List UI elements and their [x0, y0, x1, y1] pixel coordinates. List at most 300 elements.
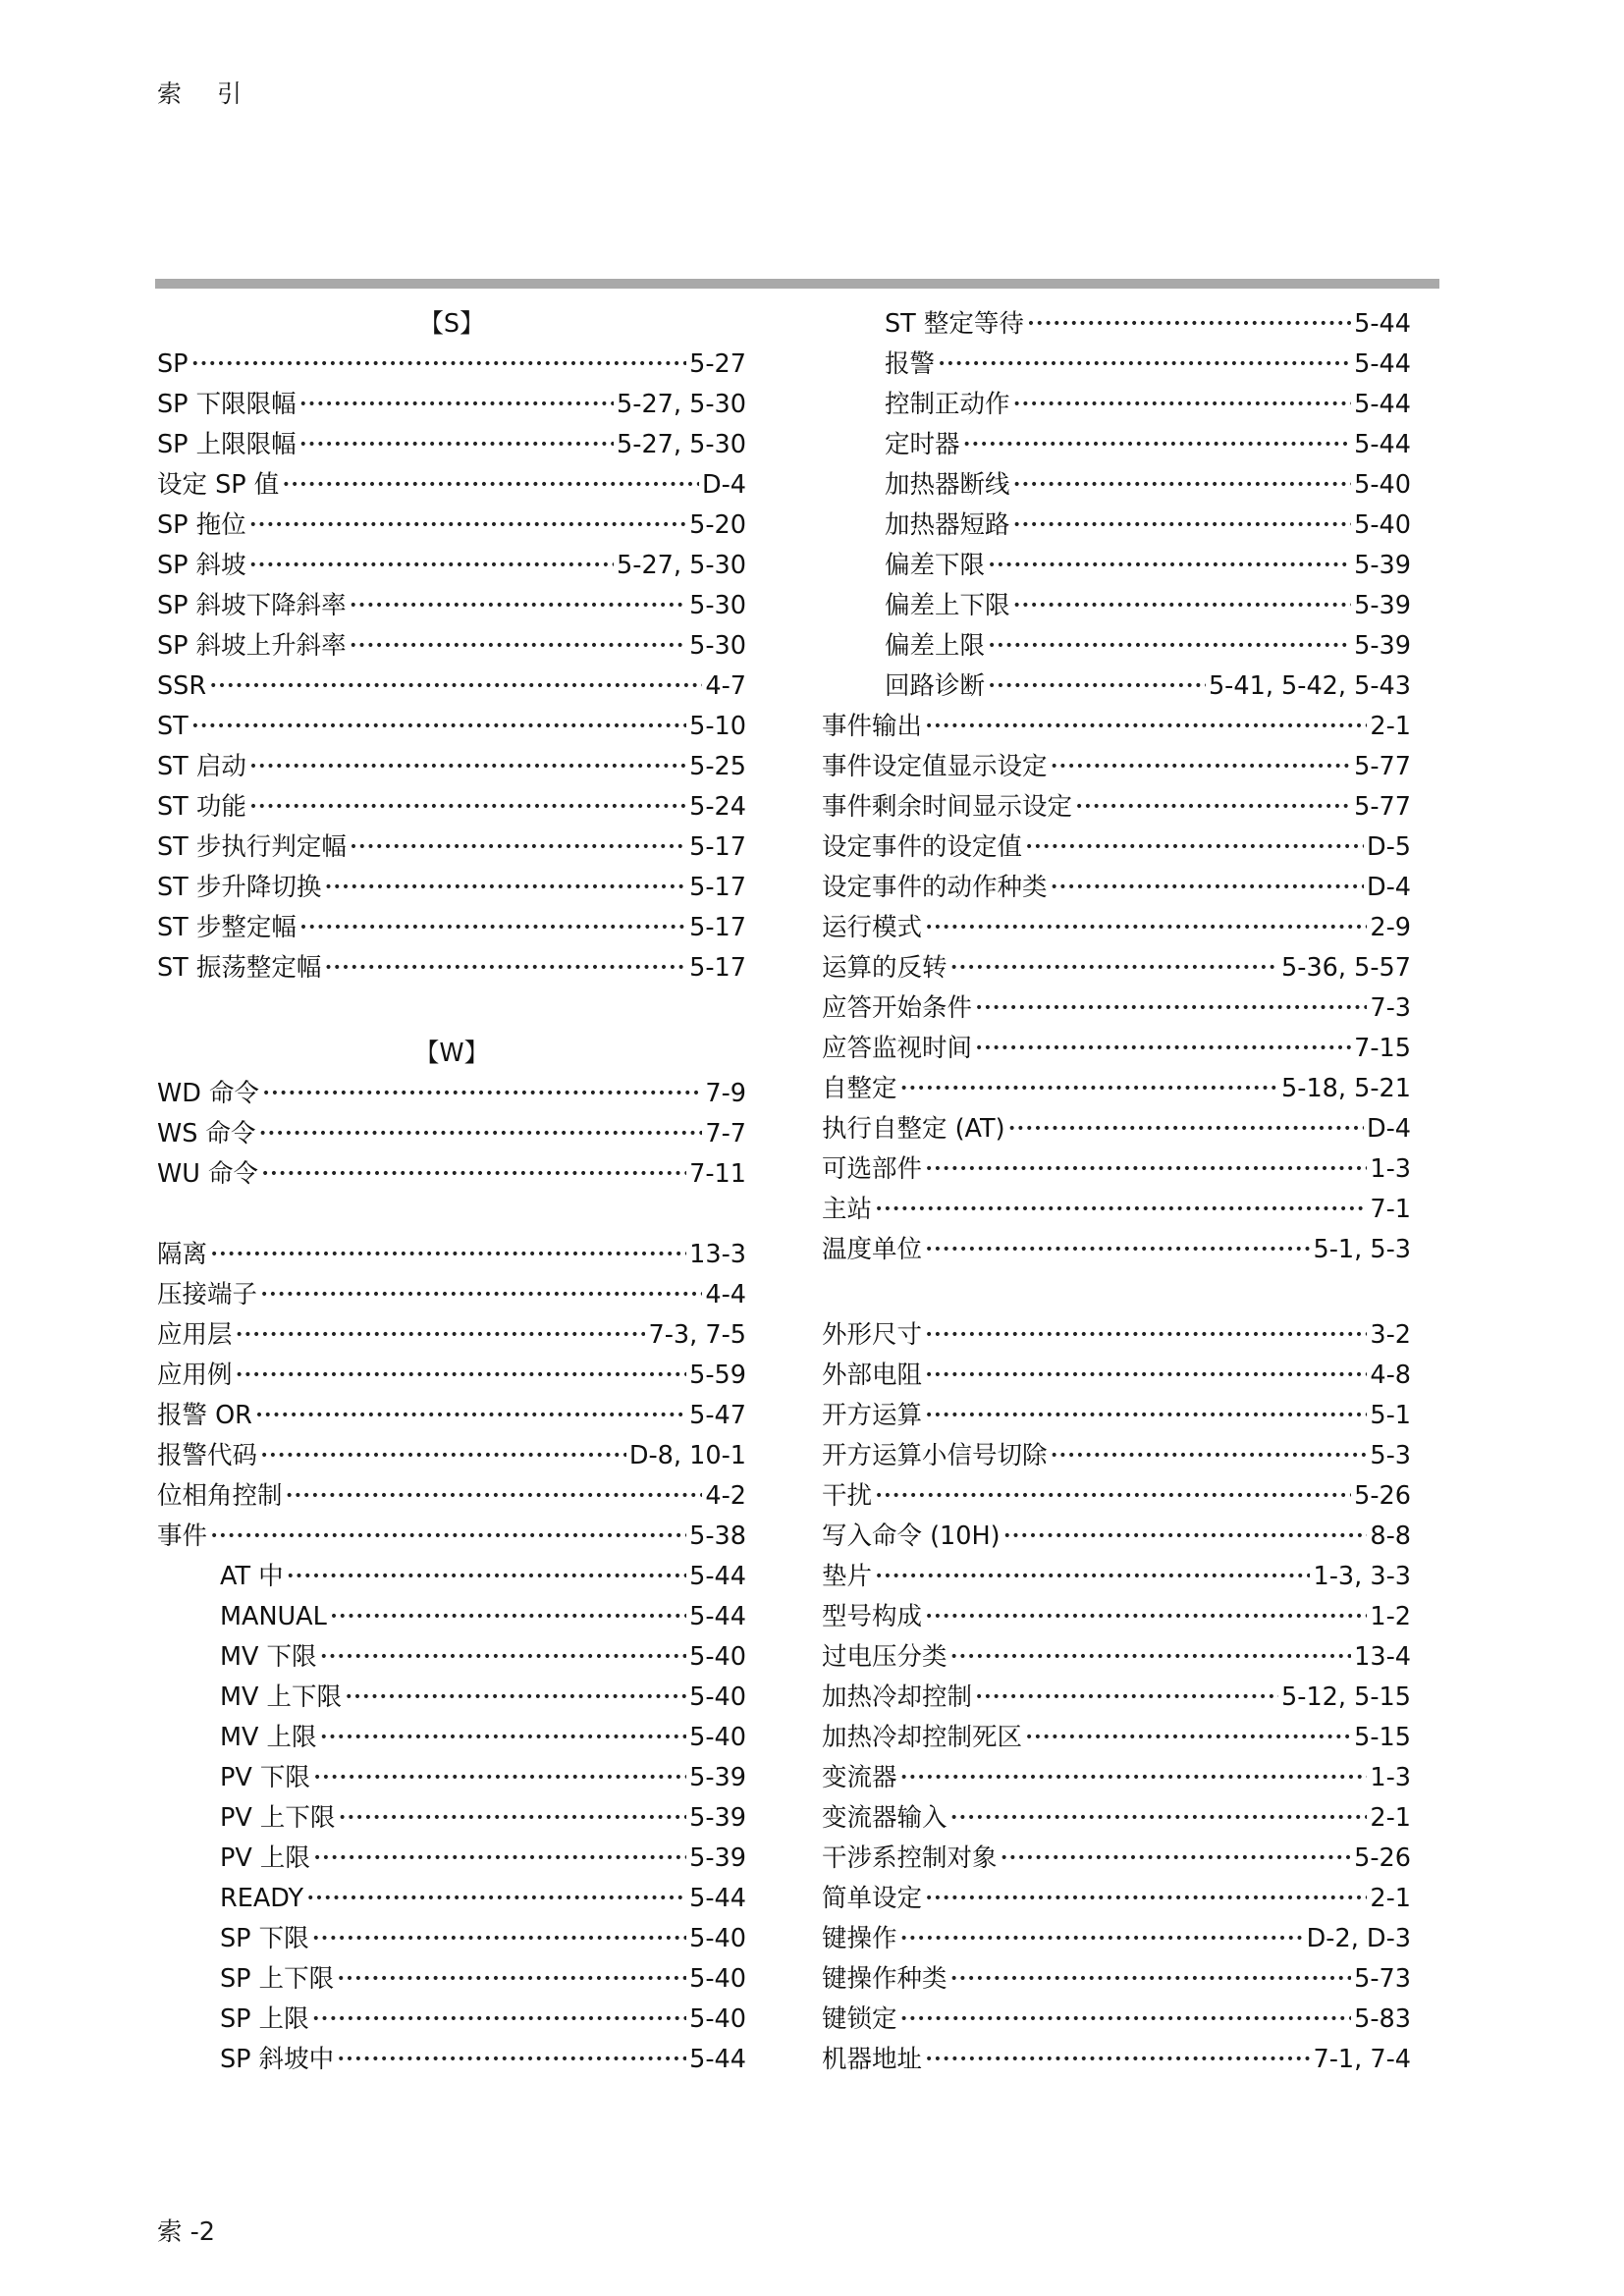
- index-page-ref: 4-2: [705, 1481, 746, 1511]
- index-entry: [157, 1154, 746, 1195]
- index-column-right: [822, 304, 1411, 2080]
- index-term: 温度单位: [822, 1235, 923, 1264]
- index-page-ref: 5-40: [689, 1682, 746, 1712]
- index-page-ref: 7-1: [1370, 1195, 1411, 1224]
- dot-leader: [299, 908, 686, 948]
- index-subentry: [157, 1718, 746, 1758]
- dot-leader: [950, 1959, 1352, 2000]
- index-term: SP 拖位: [157, 510, 246, 540]
- dot-leader: [299, 425, 614, 465]
- dot-leader: [900, 2000, 1352, 2040]
- dot-leader: [900, 1919, 1304, 1959]
- index-term: SP 斜坡中: [220, 2045, 335, 2074]
- dot-leader: [320, 1718, 687, 1758]
- dot-leader: [338, 1798, 686, 1839]
- dot-leader: [900, 1758, 1368, 1798]
- index-term: 加热器断线: [885, 470, 1010, 500]
- index-page-ref: 1-3: [1370, 1763, 1411, 1792]
- index-entry: [822, 2000, 1411, 2040]
- index-term: 偏差上下限: [885, 591, 1010, 620]
- index-term: 应用例: [157, 1361, 233, 1390]
- index-entry: [822, 1315, 1411, 1356]
- index-entry: [822, 908, 1411, 948]
- dot-leader: [1013, 506, 1352, 546]
- dot-leader: [324, 948, 686, 988]
- header-divider: [155, 279, 1439, 289]
- page-header-title: 索 引: [157, 80, 255, 108]
- dot-leader: [925, 2040, 1310, 2080]
- index-page-ref: 2-9: [1370, 913, 1411, 942]
- index-subentry: [822, 345, 1411, 385]
- dot-leader: [875, 1190, 1367, 1230]
- dot-leader: [963, 425, 1352, 465]
- index-page-ref: 5-18, 5-21: [1281, 1074, 1411, 1103]
- dot-leader: [1075, 787, 1351, 828]
- index-term: PV 上下限: [220, 1803, 336, 1833]
- index-term: 控制正动作: [885, 390, 1010, 419]
- dot-leader: [925, 1396, 1367, 1436]
- dot-leader: [988, 546, 1351, 586]
- index-term: 应答监视时间: [822, 1034, 973, 1063]
- dot-leader: [320, 1637, 687, 1678]
- index-entry: [157, 1436, 746, 1476]
- index-column-left: [157, 304, 746, 2080]
- dot-leader: [875, 1557, 1310, 1597]
- index-page-ref: 5-39: [1354, 631, 1411, 661]
- dot-leader: [1001, 1839, 1352, 1879]
- dot-leader: [900, 1069, 1279, 1109]
- index-term: SP 斜坡下降斜率: [157, 591, 347, 620]
- dot-leader: [988, 626, 1351, 667]
- spacer: [157, 1195, 746, 1235]
- index-term: MV 下限: [220, 1642, 317, 1672]
- dot-leader: [260, 1436, 626, 1476]
- index-subentry: [822, 626, 1411, 667]
- index-entry: [157, 506, 746, 546]
- index-term: SP 斜坡上升斜率: [157, 631, 347, 661]
- index-page-ref: 5-17: [689, 873, 746, 902]
- index-entry: [822, 1230, 1411, 1270]
- index-term: 报警 OR: [157, 1401, 252, 1430]
- index-term: WU 命令: [157, 1159, 258, 1189]
- index-page-ref: 2-1: [1370, 1884, 1411, 1913]
- index-term: 应答开始条件: [822, 993, 973, 1023]
- index-subentry: [157, 2040, 746, 2080]
- index-entry: [822, 1557, 1411, 1597]
- index-term: 压接端子: [157, 1280, 258, 1309]
- index-entry: [822, 1879, 1411, 1919]
- index-subentry: [157, 1758, 746, 1798]
- index-entry: [822, 2040, 1411, 2080]
- index-entry: [157, 1235, 746, 1275]
- index-term: 干扰: [822, 1481, 873, 1511]
- index-page-ref: 1-2: [1370, 1602, 1411, 1631]
- index-page-ref: D-4: [1366, 873, 1411, 902]
- index-entry: [822, 1597, 1411, 1637]
- index-term: 型号构成: [822, 1602, 923, 1631]
- dot-leader: [306, 1879, 686, 1919]
- index-subentry: [157, 1879, 746, 1919]
- index-page-ref: 5-39: [1354, 591, 1411, 620]
- index-subentry: [822, 465, 1411, 506]
- dot-leader: [249, 546, 614, 586]
- index-term: ST 步整定幅: [157, 913, 297, 942]
- dot-leader: [287, 1557, 686, 1597]
- index-entry: [822, 1190, 1411, 1230]
- index-term: 自整定: [822, 1074, 897, 1103]
- index-subentry: [157, 1959, 746, 2000]
- dot-leader: [209, 667, 702, 707]
- index-term: SP 上限: [220, 2004, 309, 2034]
- dot-leader: [1003, 1517, 1368, 1557]
- index-term: 机器地址: [822, 2045, 923, 2074]
- index-page-ref: 5-20: [689, 510, 746, 540]
- index-term: 定时器: [885, 430, 960, 459]
- index-entry: [822, 948, 1411, 988]
- index-term: 报警: [885, 349, 936, 379]
- index-subentry: [822, 546, 1411, 586]
- index-entry: [157, 385, 746, 425]
- index-entry: [157, 828, 746, 868]
- index-term: ST 启动: [157, 752, 246, 781]
- index-term: 加热器短路: [885, 510, 1010, 540]
- dot-leader: [975, 1678, 1278, 1718]
- dot-leader: [1051, 1436, 1368, 1476]
- index-term: 写入命令 (10H): [822, 1522, 1001, 1551]
- dot-leader: [875, 1476, 1351, 1517]
- index-term: 变流器: [822, 1763, 897, 1792]
- index-term: 加热冷却控制: [822, 1682, 973, 1712]
- index-term: ST 步执行判定幅: [157, 832, 347, 862]
- index-term: 应用层: [157, 1320, 233, 1350]
- dot-leader: [975, 1029, 1351, 1069]
- index-term: PV 上限: [220, 1843, 310, 1873]
- index-entry: [822, 1919, 1411, 1959]
- index-term: 报警代码: [157, 1441, 258, 1470]
- index-term: AT 中: [220, 1562, 284, 1591]
- index-entry: [822, 1396, 1411, 1436]
- index-entry: [157, 1356, 746, 1396]
- index-term: 隔离: [157, 1240, 208, 1269]
- index-entry: [157, 747, 746, 787]
- index-entry: [822, 1959, 1411, 2000]
- index-entry: [157, 465, 746, 506]
- dot-leader: [925, 1597, 1367, 1637]
- index-entry: [157, 586, 746, 626]
- dot-leader: [313, 1758, 686, 1798]
- index-term: SP 斜坡: [157, 551, 246, 580]
- dot-leader: [261, 1154, 686, 1195]
- index-page-ref: 5-30: [689, 591, 746, 620]
- index-term: SSR: [157, 671, 207, 701]
- index-term: 垫片: [822, 1562, 873, 1591]
- index-term: PV 下限: [220, 1763, 310, 1792]
- dot-leader: [925, 1315, 1367, 1356]
- index-page-ref: 1-3: [1370, 1154, 1411, 1184]
- index-term: 设定 SP 值: [157, 470, 280, 500]
- index-term: 外部电阻: [822, 1361, 923, 1390]
- index-term: 简单设定: [822, 1884, 923, 1913]
- index-page-ref: 5-41, 5-42, 5-43: [1208, 671, 1411, 701]
- index-term: 事件设定值显示设定: [822, 752, 1048, 781]
- index-term: WD 命令: [157, 1079, 259, 1108]
- dot-leader: [313, 1839, 686, 1879]
- index-entry: [822, 868, 1411, 908]
- index-page-ref: 5-83: [1354, 2004, 1411, 2034]
- index-page-ref: 5-39: [689, 1803, 746, 1833]
- index-entry: [157, 908, 746, 948]
- index-entry: [822, 1069, 1411, 1109]
- dot-leader: [330, 1597, 686, 1637]
- index-page-ref: 7-9: [705, 1079, 746, 1108]
- index-page-ref: 5-25: [689, 752, 746, 781]
- index-page-ref: 5-40: [689, 1642, 746, 1672]
- dot-leader: [975, 988, 1367, 1029]
- index-entry: [822, 1637, 1411, 1678]
- index-term: SP 上下限: [220, 1964, 335, 1994]
- index-term: 运算的反转: [822, 953, 947, 983]
- index-entry: [157, 948, 746, 988]
- index-entry: [157, 546, 746, 586]
- dot-leader: [1013, 586, 1352, 626]
- dot-leader: [324, 868, 686, 908]
- index-page-ref: D-4: [701, 470, 746, 500]
- index-entry: [822, 707, 1411, 747]
- dot-leader: [925, 1356, 1367, 1396]
- dot-leader: [260, 1275, 702, 1315]
- index-page-ref: 5-27, 5-30: [617, 390, 746, 419]
- index-page-ref: 5-40: [689, 2004, 746, 2034]
- dot-leader: [1051, 747, 1352, 787]
- index-term: SP: [157, 349, 189, 379]
- index-page-ref: 5-1: [1370, 1401, 1411, 1430]
- index-entry: [157, 1074, 746, 1114]
- dot-leader: [950, 1798, 1368, 1839]
- index-entry: [157, 626, 746, 667]
- index-term: 设定事件的设定值: [822, 832, 1023, 862]
- dot-leader: [345, 1678, 686, 1718]
- index-entry: [822, 1109, 1411, 1149]
- index-term: 事件: [157, 1522, 208, 1551]
- dot-leader: [210, 1517, 686, 1557]
- dot-leader: [286, 1476, 703, 1517]
- index-page-ref: D-5: [1366, 832, 1411, 862]
- index-page-ref: 5-44: [689, 1884, 746, 1913]
- index-page-ref: 5-26: [1354, 1843, 1411, 1873]
- index-term: MV 上下限: [220, 1682, 343, 1712]
- index-entry: [822, 1029, 1411, 1069]
- index-page-ref: 7-7: [705, 1119, 746, 1148]
- index-term: ST: [157, 712, 189, 741]
- index-subentry: [822, 304, 1411, 345]
- index-entry: [157, 1476, 746, 1517]
- index-page-ref: 2-1: [1370, 1803, 1411, 1833]
- spacer: [157, 988, 746, 1034]
- index-page-ref: D-4: [1366, 1114, 1411, 1144]
- index-term: 干涉系控制对象: [822, 1843, 998, 1873]
- index-term: SP 上限限幅: [157, 430, 297, 459]
- index-page-ref: 4-7: [705, 671, 746, 701]
- dot-leader: [191, 707, 686, 747]
- index-page-ref: 5-15: [1354, 1723, 1411, 1752]
- index-page-ref: 5-44: [689, 1562, 746, 1591]
- index-entry: [822, 1839, 1411, 1879]
- index-page-ref: 5-36, 5-57: [1281, 953, 1411, 983]
- index-term: WS 命令: [157, 1119, 256, 1148]
- dot-leader: [938, 345, 1351, 385]
- index-subentry: [157, 1839, 746, 1879]
- dot-leader: [925, 908, 1367, 948]
- index-term: 键操作: [822, 1924, 897, 1953]
- index-page-ref: 3-2: [1370, 1320, 1411, 1350]
- index-entry: [822, 988, 1411, 1029]
- dot-leader: [249, 506, 686, 546]
- index-term: 开方运算: [822, 1401, 923, 1430]
- index-entry: [157, 667, 746, 707]
- index-term: 外形尺寸: [822, 1320, 923, 1350]
- index-page-ref: D-8, 10-1: [628, 1441, 746, 1470]
- index-term: SP 下限限幅: [157, 390, 297, 419]
- index-page-ref: 5-30: [689, 631, 746, 661]
- index-entry: [157, 1275, 746, 1315]
- index-term: 变流器输入: [822, 1803, 947, 1833]
- index-entry: [157, 707, 746, 747]
- index-term: MV 上限: [220, 1723, 317, 1752]
- index-term: 执行自整定 (AT): [822, 1114, 1005, 1144]
- index-entry: [822, 1436, 1411, 1476]
- index-term: 键锁定: [822, 2004, 897, 2034]
- index-entry: [822, 1718, 1411, 1758]
- dot-leader: [312, 2000, 686, 2040]
- index-entry: [822, 1678, 1411, 1718]
- index-page-ref: 5-27, 5-30: [617, 551, 746, 580]
- index-term: READY: [220, 1884, 304, 1913]
- index-entry: [822, 747, 1411, 787]
- dot-leader: [350, 828, 686, 868]
- index-page-ref: 13-3: [689, 1240, 746, 1269]
- dot-leader: [1013, 465, 1352, 506]
- index-entry: [157, 1396, 746, 1436]
- index-entry: [822, 1149, 1411, 1190]
- index-term: SP 下限: [220, 1924, 309, 1953]
- index-term: 主站: [822, 1195, 873, 1224]
- index-page-ref: 5-17: [689, 832, 746, 862]
- index-page-ref: 8-8: [1370, 1522, 1411, 1551]
- index-page-ref: 5-39: [1354, 551, 1411, 580]
- index-term: MANUAL: [220, 1602, 327, 1631]
- index-entry: [822, 1758, 1411, 1798]
- index-page-ref: 5-17: [689, 953, 746, 983]
- index-term: 偏差下限: [885, 551, 986, 580]
- dot-leader: [950, 1637, 1352, 1678]
- index-page-ref: 5-47: [689, 1401, 746, 1430]
- dot-leader: [312, 1919, 686, 1959]
- index-page-ref: 4-4: [705, 1280, 746, 1309]
- index-term: 偏差上限: [885, 631, 986, 661]
- index-term: 位相角控制: [157, 1481, 283, 1511]
- dot-leader: [925, 707, 1367, 747]
- index-page-ref: 5-77: [1354, 792, 1411, 822]
- index-page-ref: 2-1: [1370, 712, 1411, 741]
- dot-leader: [249, 787, 686, 828]
- index-term: 过电压分类: [822, 1642, 947, 1672]
- dot-leader: [350, 586, 686, 626]
- index-page-ref: 7-15: [1354, 1034, 1411, 1063]
- dot-leader: [191, 345, 687, 385]
- index-page-ref: 5-10: [689, 712, 746, 741]
- index-term: 可选部件: [822, 1154, 923, 1184]
- index-page-ref: 5-40: [689, 1964, 746, 1994]
- dot-leader: [259, 1114, 703, 1154]
- dot-leader: [1025, 828, 1364, 868]
- index-subentry: [157, 1919, 746, 1959]
- dot-leader: [988, 667, 1206, 707]
- index-page-ref: 7-1, 7-4: [1313, 2045, 1411, 2074]
- index-page-ref: 5-73: [1354, 1964, 1411, 1994]
- index-subentry: [157, 1557, 746, 1597]
- index-subentry: [157, 1637, 746, 1678]
- index-term: 开方运算小信号切除: [822, 1441, 1048, 1470]
- section-heading: 【S】: [418, 309, 485, 339]
- dot-leader: [925, 1149, 1367, 1190]
- index-term: 事件输出: [822, 712, 923, 741]
- index-page-ref: 5-39: [689, 1843, 746, 1873]
- dot-leader: [1027, 304, 1351, 345]
- index-term: ST 功能: [157, 792, 246, 822]
- dot-leader: [337, 1959, 686, 2000]
- index-entry: [822, 787, 1411, 828]
- index-page-ref: 13-4: [1354, 1642, 1411, 1672]
- index-page-ref: 5-38: [689, 1522, 746, 1551]
- index-page-ref: 5-27, 5-30: [617, 430, 746, 459]
- index-subentry: [822, 425, 1411, 465]
- index-page-ref: 5-3: [1370, 1441, 1411, 1470]
- index-term: 回路诊断: [885, 671, 986, 701]
- index-term: ST 振荡整定幅: [157, 953, 322, 983]
- dot-leader: [236, 1356, 687, 1396]
- index-page-ref: 5-44: [689, 1602, 746, 1631]
- index-page-ref: 5-40: [689, 1723, 746, 1752]
- dot-leader: [925, 1879, 1367, 1919]
- dot-leader: [282, 465, 699, 506]
- index-page-ref: 4-8: [1370, 1361, 1411, 1390]
- index-subentry: [157, 1597, 746, 1637]
- index-entry: [822, 1356, 1411, 1396]
- index-entry: [822, 1517, 1411, 1557]
- index-entry: [822, 1798, 1411, 1839]
- index-entry: [157, 868, 746, 908]
- index-subentry: [157, 1678, 746, 1718]
- index-term: 键操作种类: [822, 1964, 947, 1994]
- index-subentry: [157, 2000, 746, 2040]
- index-term: ST 整定等待: [885, 309, 1024, 339]
- index-subentry: [822, 667, 1411, 707]
- dot-leader: [1008, 1109, 1364, 1149]
- index-page-ref: 5-40: [689, 1924, 746, 1953]
- dot-leader: [1051, 868, 1364, 908]
- index-page-ref: 5-44: [1354, 430, 1411, 459]
- index-page-ref: 5-26: [1354, 1481, 1411, 1511]
- spacer: [822, 1270, 1411, 1315]
- index-subentry: [822, 385, 1411, 425]
- index-term: 加热冷却控制死区: [822, 1723, 1023, 1752]
- index-entry: [157, 1114, 746, 1154]
- index-entry: [822, 828, 1411, 868]
- dot-leader: [299, 385, 614, 425]
- index-subentry: [157, 1798, 746, 1839]
- index-page-ref: 5-44: [1354, 309, 1411, 339]
- index-page-ref: 5-40: [1354, 470, 1411, 500]
